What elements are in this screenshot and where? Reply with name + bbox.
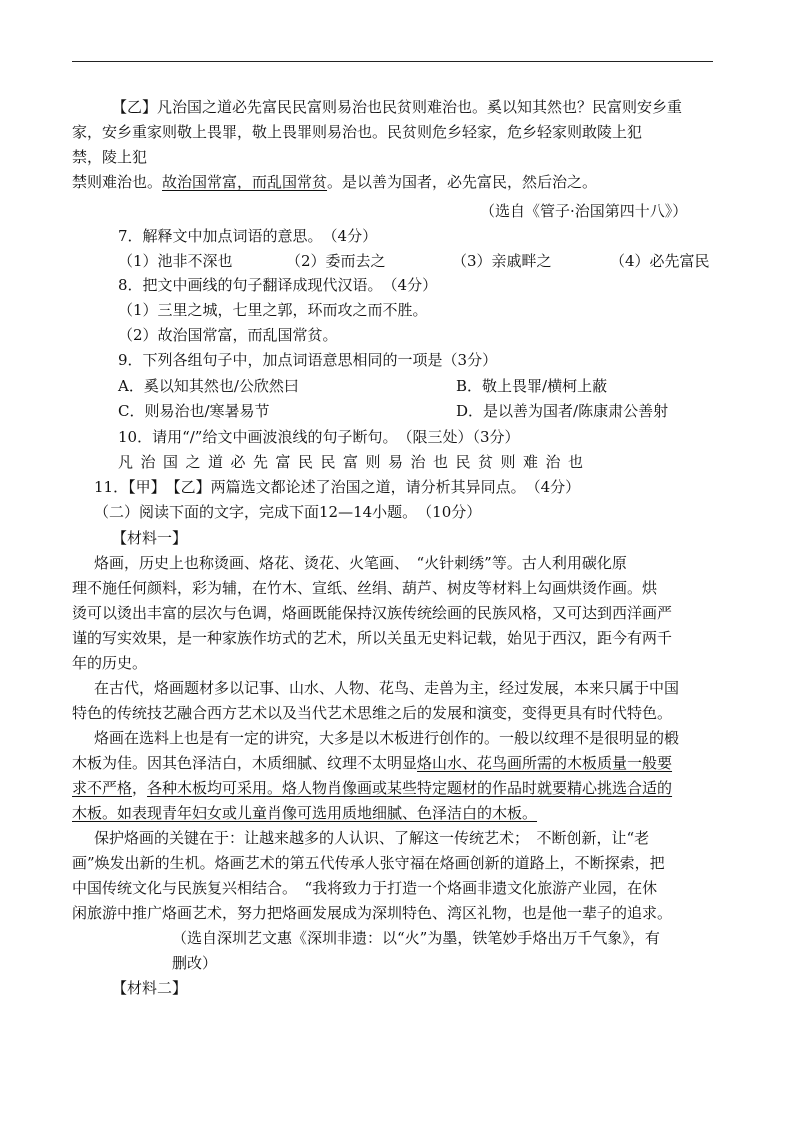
m1-p1-line: 烙画，历史上也称烫画、烙花、烫花、火笔画、 “火针刺绣”等。古人利用碳化原 [94, 554, 627, 572]
m1-source: 删改） [172, 954, 218, 972]
q9-option-a: A．奚以知其然也/公欣然曰 [118, 377, 299, 395]
section-2-heading: （二）阅读下面的文字，完成下面12—14小题。 （10分） [94, 503, 482, 521]
q8-stem: 8．把文中画线的句子翻译成现代汉语。 （4分） [118, 276, 438, 294]
q9-option-d: D．是以善为国者/陈康肃公善射 [456, 402, 669, 420]
q9-option-b: B．敬上畏罪/横柯上蔽 [456, 377, 608, 395]
m1-p1-line: 年的历史。 [72, 654, 148, 672]
q10-sentence: 凡治国之道必先富民民富则易治也民贫则难治也 [118, 453, 591, 471]
m1-p1-line: 谨的写实效果，是一种家族作坊式的艺术，所以关虽无史料记载，始见于西汉，距今有两千 [72, 629, 673, 647]
q9-option-c: C．则易治也/寒暑易节 [118, 402, 270, 420]
m1-p3-line: 木板为佳。因其色泽洁白，木质细腻、纹理不太明显烙山水、花鸟画所需的木板质量一般要 [72, 754, 673, 772]
yi-line-1: 【乙】凡治国之道必先富民民富则易治也民贫则难治也。奚以知其然也？民富则安乡重 [112, 98, 683, 116]
underlined-sentence: 故治国常富，而乱国常贫 [162, 173, 328, 191]
m1-p3-line: 木板。如表现青年妇女或儿童肖像可选用质地细腻、色泽洁白的木板。 [72, 804, 538, 822]
m1-p3-line: 求不严格，各种木板均可采用。烙人物肖像画或某些特定题材的作品时就要精心挑选合适的 [72, 779, 673, 797]
q7-option-2: （2）委而去之 [286, 252, 386, 270]
m1-p2-line: 在古代，烙画题材多以记事、山水、人物、花鸟、走兽为主，经过发展，本来只属于中国 [94, 679, 680, 697]
m1-p4-line: 闲旅游中推广烙画艺术，努力把烙画发展成为深圳特色、湾区礼物，也是他一辈子的追求。 [72, 904, 673, 922]
material-2-heading: 【材料二】 [112, 979, 188, 997]
yi-source: （选自《管子·治国第四十八》） [480, 202, 688, 220]
q8-item-1: （1）三里之城，七里之郭，环而攻之而不胜。 [118, 301, 428, 319]
q9-stem: 9．下列各组句子中，加点词语意思相同的一项是（3分） [118, 351, 498, 369]
m1-p4-line: 保护烙画的关键在于：让越来越多的人认识、了解这一传统艺术； 不断创新，让“老 [94, 829, 650, 847]
material-1-heading: 【材料一】 [112, 529, 188, 547]
m1-p1-line: 理不施任何颜料，彩为辅，在竹木、宣纸、丝绢、葫芦、树皮等材料上勾画烘烫作画。烘 [72, 579, 658, 597]
m1-p4-line: 画”焕发出新的生机。烙画艺术的第五代传承人张守福在烙画创新的道路上，不断探索，把 [72, 854, 665, 872]
m1-p3-line: 烙画在选料上也是有一定的讲究，大多是以木板进行创作的。一般以纹理不是很明显的椴 [94, 729, 680, 747]
m1-p2-line: 特色的传统技艺融合西方艺术以及当代艺术思维之后的发展和演变，变得更具有时代特色。 [72, 704, 673, 722]
q7-option-1: （1）池非不深也 [118, 252, 233, 270]
m1-p1-line: 烫可以烫出丰富的层次与色调，烙画既能保持汉族传统绘画的民族风格，又可达到西洋画严 [72, 604, 673, 622]
q7-stem: 7．解释文中加点词语的意思。 （4分） [118, 227, 378, 245]
q7-option-4: （4）必先富民 [610, 252, 710, 270]
q10-stem: 10．请用“/”给文中画波浪线的句子断句。 （限三处）（3分） [118, 428, 520, 446]
m1-source: （选自深圳艺文惠《深圳非遗：以“火”为墨，铁笔妙手烙出万千气象》，有 [172, 929, 660, 947]
m1-p4-line: 中国传统文化与民族复兴相结合。 “我将致力于打造一个烙画非遗文化旅游产业园，在休 [72, 879, 658, 897]
yi-line-4: 禁则难治也。故治国常富，而乱国常贫。是以善为国者，必先富民，然后治之。 [72, 173, 598, 191]
q11-stem: 11．【甲】 【乙】两篇选文都论述了治国之道，请分析其异同点。 （4分） [94, 478, 581, 496]
yi-line-2: 家，安乡重家则敬上畏罪，敬上畏罪则易治也。民贫则危乡轻家，危乡轻家则敢陵上犯 [72, 123, 643, 141]
header-rule [72, 61, 713, 62]
q7-option-3: （3）亲戚畔之 [452, 252, 552, 270]
yi-line-3: 禁，陵上犯 [72, 148, 148, 166]
q8-item-2: （2）故治国常富，而乱国常贫。 [118, 326, 338, 344]
